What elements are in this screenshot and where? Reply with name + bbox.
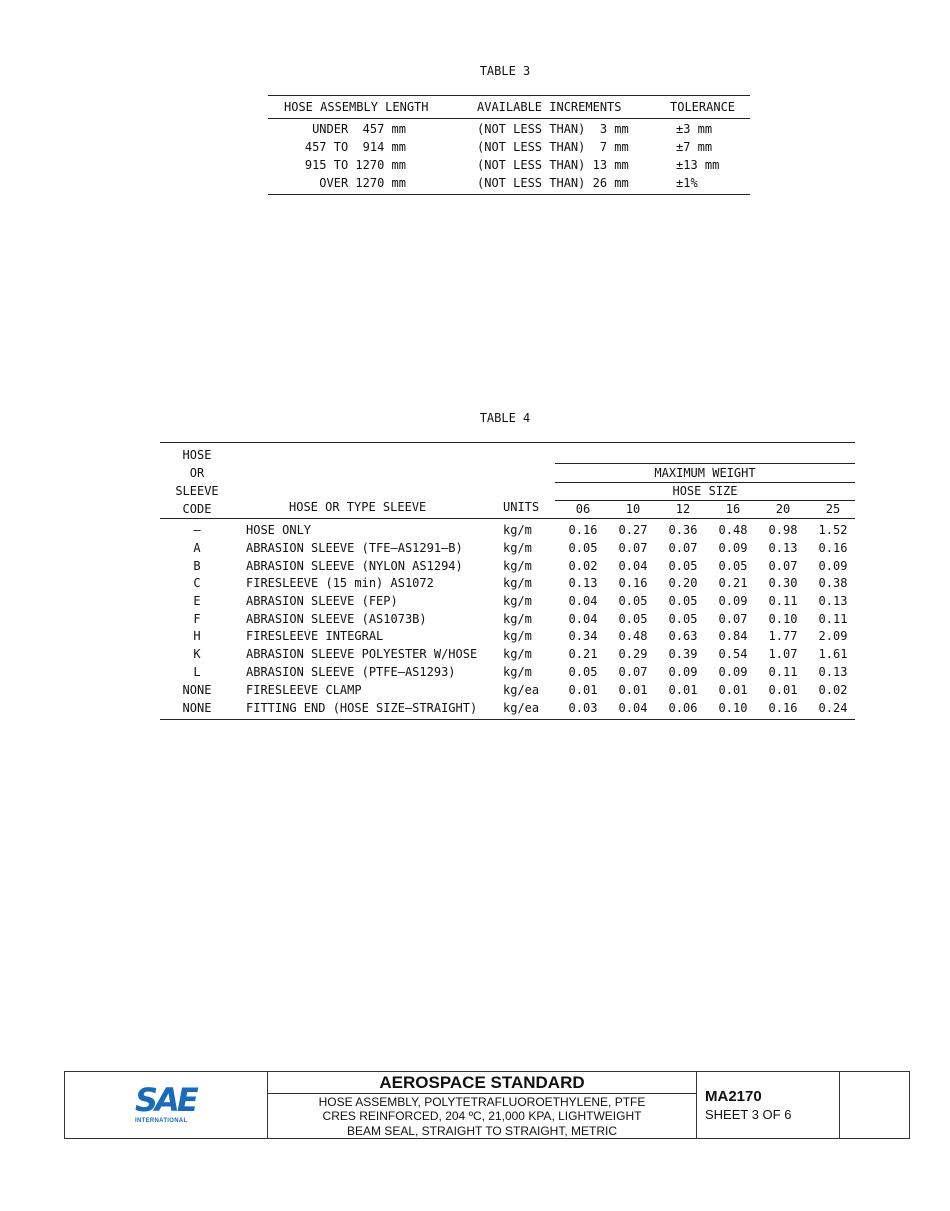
tolerance-cell: ±13 mm (676, 158, 720, 172)
value-cell: 0.05 (718, 559, 748, 573)
value-cell: 0.84 (718, 629, 748, 643)
value-cell: 0.16 (768, 701, 798, 715)
title-block (64, 1071, 910, 1139)
table-row (268, 122, 750, 140)
value-cell: 1.61 (818, 647, 848, 661)
size-header-cell: 10 (625, 502, 641, 516)
table3-header-tolerance: TOLERANCE (670, 100, 736, 114)
code-cell: NONE (182, 701, 212, 715)
value-cell: 0.05 (568, 541, 598, 555)
code-header-line: CODE (182, 502, 212, 516)
desc-cell: FIRESLEEVE (15 min) AS1072 (246, 576, 434, 590)
table-row (160, 559, 855, 577)
value-cell: 2.09 (818, 629, 848, 643)
sae-logo-subtitle: INTERNATIONAL (135, 1118, 188, 1124)
value-cell: 0.13 (818, 665, 848, 679)
value-cell: 0.13 (768, 541, 798, 555)
units-cell: kg/m (503, 523, 532, 537)
value-cell: 0.07 (768, 559, 798, 573)
logo-cell (65, 1072, 268, 1138)
tolerance-cell: ±3 mm (676, 122, 713, 136)
table3-header-length: HOSE ASSEMBLY LENGTH (284, 100, 429, 114)
value-cell: 0.34 (568, 629, 598, 643)
value-cell: 1.07 (768, 647, 798, 661)
code-header-line: HOSE (182, 448, 212, 462)
value-cell: 0.11 (768, 594, 798, 608)
desc-cell: ABRASION SLEEVE POLYESTER W/HOSE (246, 647, 478, 661)
value-cell: 1.77 (768, 629, 798, 643)
units-cell: kg/m (503, 647, 532, 661)
value-cell: 0.05 (668, 559, 698, 573)
code-cell: C (193, 576, 201, 590)
value-cell: 0.04 (568, 594, 598, 608)
table4-top-rule (160, 442, 855, 443)
code-cell: E (193, 594, 201, 608)
document-number: MA2170 (705, 1088, 762, 1105)
value-cell: 0.04 (618, 559, 648, 573)
value-cell: 0.01 (668, 683, 698, 697)
table4-bottom-rule (160, 719, 855, 720)
code-cell: L (193, 665, 201, 679)
code-header-line: SLEEVE (175, 484, 219, 498)
value-cell: 0.01 (618, 683, 648, 697)
value-cell: 0.48 (718, 523, 748, 537)
value-cell: 0.07 (668, 541, 698, 555)
length-cell: OVER 1270 mm (319, 176, 406, 190)
units-cell: kg/m (503, 594, 532, 608)
value-cell: 0.11 (818, 612, 848, 626)
description-line: BEAM SEAL, STRAIGHT TO STRAIGHT, METRIC (346, 1124, 618, 1138)
desc-cell: ABRASION SLEEVE (TFE–AS1291–B) (246, 541, 463, 555)
value-cell: 0.38 (818, 576, 848, 590)
value-cell: 0.02 (568, 559, 598, 573)
size-header-cell: 12 (675, 502, 691, 516)
table3-header-rule (268, 118, 750, 119)
size-header-cell: 25 (825, 502, 841, 516)
value-cell: 0.07 (618, 541, 648, 555)
value-cell: 0.01 (768, 683, 798, 697)
value-cell: 0.13 (818, 594, 848, 608)
value-cell: 0.27 (618, 523, 648, 537)
table-row (160, 629, 855, 647)
code-cell: A (193, 541, 201, 555)
table3-top-rule (268, 95, 750, 96)
desc-cell: ABRASION SLEEVE (FEP) (246, 594, 398, 608)
size-row-top-rule (555, 500, 855, 501)
units-cell: kg/m (503, 612, 532, 626)
length-cell: 457 TO 914 mm (304, 140, 406, 154)
sae-logo: SAE (135, 1081, 196, 1119)
units-cell: kg/ea (503, 683, 540, 697)
value-cell: 0.10 (718, 701, 748, 715)
length-cell: UNDER 457 mm (312, 122, 406, 136)
value-cell: 0.39 (668, 647, 698, 661)
value-cell: 0.02 (818, 683, 848, 697)
value-cell: 0.05 (618, 594, 648, 608)
value-cell: 0.01 (568, 683, 598, 697)
table-row (268, 140, 750, 158)
value-cell: 0.05 (618, 612, 648, 626)
code-cell: H (193, 629, 201, 643)
value-cell: 0.21 (718, 576, 748, 590)
size-header-cell: 06 (575, 502, 591, 516)
value-cell: 0.09 (818, 559, 848, 573)
value-cell: 0.98 (768, 523, 798, 537)
desc-cell: FITTING END (HOSE SIZE–STRAIGHT) (246, 701, 478, 715)
table-row (160, 701, 855, 719)
title-cell (268, 1072, 697, 1138)
value-cell: 1.52 (818, 523, 848, 537)
value-cell: 0.63 (668, 629, 698, 643)
table4-title: TABLE 4 (479, 411, 531, 425)
hose-size-top-rule (555, 482, 855, 483)
table3-header-increments: AVAILABLE INCREMENTS (477, 100, 622, 114)
table-row (268, 176, 750, 194)
table4-desc-header: HOSE OR TYPE SLEEVE (289, 500, 427, 514)
code-cell: NONE (182, 683, 212, 697)
value-cell: 0.16 (568, 523, 598, 537)
table3-title: TABLE 3 (479, 64, 531, 78)
desc-cell: ABRASION SLEEVE (PTFE–AS1293) (246, 665, 456, 679)
description-line: HOSE ASSEMBLY, POLYTETRAFLUOROETHYLENE, PTFE (318, 1095, 646, 1109)
value-cell: 0.09 (718, 665, 748, 679)
tolerance-cell: ±7 mm (676, 140, 713, 154)
units-cell: kg/m (503, 559, 532, 573)
value-cell: 0.07 (618, 665, 648, 679)
value-cell: 0.36 (668, 523, 698, 537)
description-line: CRES REINFORCED, 204 ºC, 21,000 KPA, LIGHTWEIGHT (322, 1109, 642, 1123)
value-cell: 0.16 (618, 576, 648, 590)
table-row (160, 576, 855, 594)
table3-bottom-rule (268, 194, 750, 195)
value-cell: 0.05 (668, 594, 698, 608)
table-row (160, 541, 855, 559)
increment-cell: (NOT LESS THAN) 13 mm (477, 158, 629, 172)
document-cell (697, 1072, 840, 1138)
value-cell: 0.04 (618, 701, 648, 715)
table-row (160, 594, 855, 612)
table-row (160, 612, 855, 630)
length-cell: 915 TO 1270 mm (304, 158, 406, 172)
table-row (160, 665, 855, 683)
revision-cell (840, 1072, 910, 1138)
units-cell: kg/ea (503, 701, 540, 715)
increment-cell: (NOT LESS THAN) 7 mm (477, 140, 629, 154)
tolerance-cell: ±1% (676, 176, 698, 190)
value-cell: 0.13 (568, 576, 598, 590)
size-header-cell: 20 (775, 502, 791, 516)
desc-cell: ABRASION SLEEVE (NYLON AS1294) (246, 559, 463, 573)
increment-cell: (NOT LESS THAN) 26 mm (477, 176, 629, 190)
desc-cell: ABRASION SLEEVE (AS1073B) (246, 612, 427, 626)
value-cell: 0.04 (568, 612, 598, 626)
code-cell: B (193, 559, 201, 573)
desc-cell: HOSE ONLY (246, 523, 312, 537)
sheet-number: SHEET 3 OF 6 (705, 1107, 792, 1122)
value-cell: 0.03 (568, 701, 598, 715)
increment-cell: (NOT LESS THAN) 3 mm (477, 122, 629, 136)
code-header-line: OR (189, 466, 205, 480)
units-cell: kg/m (503, 629, 532, 643)
value-cell: 0.05 (668, 612, 698, 626)
value-cell: 0.10 (768, 612, 798, 626)
standard-title: AEROSPACE STANDARD (268, 1072, 696, 1094)
value-cell: 0.09 (668, 665, 698, 679)
desc-cell: FIRESLEEVE CLAMP (246, 683, 362, 697)
code-cell: K (193, 647, 201, 661)
value-cell: 0.05 (568, 665, 598, 679)
table-row (160, 523, 855, 541)
value-cell: 0.11 (768, 665, 798, 679)
max-weight-top-rule (555, 463, 855, 464)
value-cell: 0.48 (618, 629, 648, 643)
hose-size-header: HOSE SIZE (672, 484, 738, 498)
units-cell: kg/m (503, 541, 532, 555)
max-weight-header: MAXIMUM WEIGHT (654, 466, 756, 480)
value-cell: 0.09 (718, 541, 748, 555)
value-cell: 0.54 (718, 647, 748, 661)
value-cell: 0.07 (718, 612, 748, 626)
table-row (160, 647, 855, 665)
size-header-cell: 16 (725, 502, 741, 516)
table4-header-rule (160, 518, 855, 519)
value-cell: 0.20 (668, 576, 698, 590)
value-cell: 0.24 (818, 701, 848, 715)
value-cell: 0.21 (568, 647, 598, 661)
code-cell: F (193, 612, 201, 626)
table4-units-header: UNITS (503, 500, 540, 514)
code-cell: – (193, 523, 201, 537)
value-cell: 0.30 (768, 576, 798, 590)
value-cell: 0.29 (618, 647, 648, 661)
value-cell: 0.09 (718, 594, 748, 608)
table-row (160, 683, 855, 701)
desc-cell: FIRESLEEVE INTEGRAL (246, 629, 384, 643)
value-cell: 0.01 (718, 683, 748, 697)
units-cell: kg/m (503, 665, 532, 679)
units-cell: kg/m (503, 576, 532, 590)
value-cell: 0.16 (818, 541, 848, 555)
table-row (268, 158, 750, 176)
value-cell: 0.06 (668, 701, 698, 715)
